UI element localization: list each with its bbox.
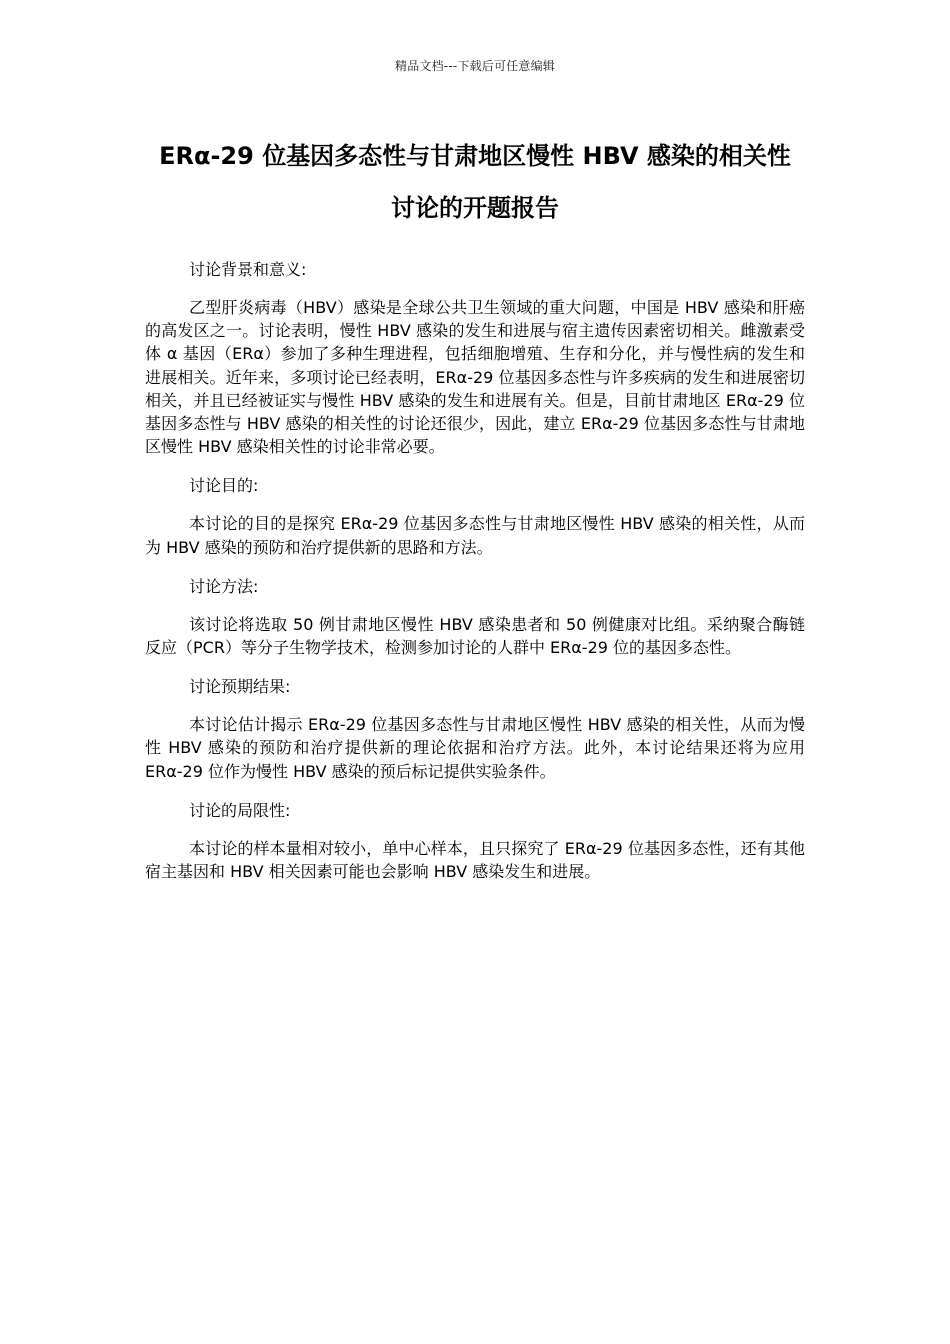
section-heading-background: 讨论背景和意义: xyxy=(189,260,307,279)
section-body-background: 乙型肝炎病毒（HBV）感染是全球公共卫生领域的重大问题，中国是 HBV 感染和肝癌的高发区之一。讨论表明，慢性 HBV 感染的发生和进展与宿主遗传因素密切相关。雌激素受体 α 基因（ERα）参加了多种生理进程，包括细胞增殖、生存和分化，并与慢性病的发生和进展相关。近年来，多项讨论已经表明，ERα-29 位基因多态性与许多疾病的发生和进展密切相关，并且已经被证实与慢性 HBV 感染的发生和进展有关。但是，目前甘肃地区 ERα-29 位基因多态性与 HBV 感染的相关性的讨论还很少，因此，建立 ERα-29 位基因多态性与甘肃地区慢性 HBV 感染相关性的讨论非常必要。 xyxy=(145,298,805,457)
document-title-line-1: ERα-29 位基因多态性与甘肃地区慢性 HBV 感染的相关性 xyxy=(159,142,791,170)
section-body-expected-results: 本讨论估计揭示 ERα-29 位基因多态性与甘肃地区慢性 HBV 感染的相关性，从而为慢性 HBV 感染的预防和治疗提供新的理论依据和治疗方法。此外，本讨论结果还将为应用 ERα-29 位作为慢性 HBV 感染的预后标记提供实验条件。 xyxy=(145,715,805,781)
section-heading-purpose: 讨论目的: xyxy=(189,476,259,496)
section-heading-expected-results: 讨论预期结果: xyxy=(189,677,291,697)
section-body-methods: 该讨论将选取 50 例甘肃地区慢性 HBV 感染患者和 50 例健康对比组。采纳聚合酶链反应（PCR）等分子生物学技术，检测参加讨论的人群中 ERα-29 位的基因多态性。 xyxy=(145,614,805,658)
section-heading-methods: 讨论方法: xyxy=(189,576,259,596)
document-title-line-2: 讨论的开题报告 xyxy=(391,194,559,222)
section-body-limitations: 本讨论的样本量相对较小，单中心样本，且只探究了 ERα-29 位基因多态性，还有其他宿主基因和 HBV 相关因素可能也会影响 HBV 感染发生和进展。 xyxy=(145,838,805,882)
section-heading-limitations: 讨论的局限性: xyxy=(189,800,291,820)
section-body-purpose: 本讨论的目的是探究 ERα-29 位基因多态性与甘肃地区慢性 HBV 感染的相关性，从而为 HBV 感染的预防和治疗提供新的思路和方法。 xyxy=(145,514,805,557)
document-body xyxy=(145,258,805,899)
page-header-note: 精品文档---下载后可任意编辑 xyxy=(395,59,555,73)
